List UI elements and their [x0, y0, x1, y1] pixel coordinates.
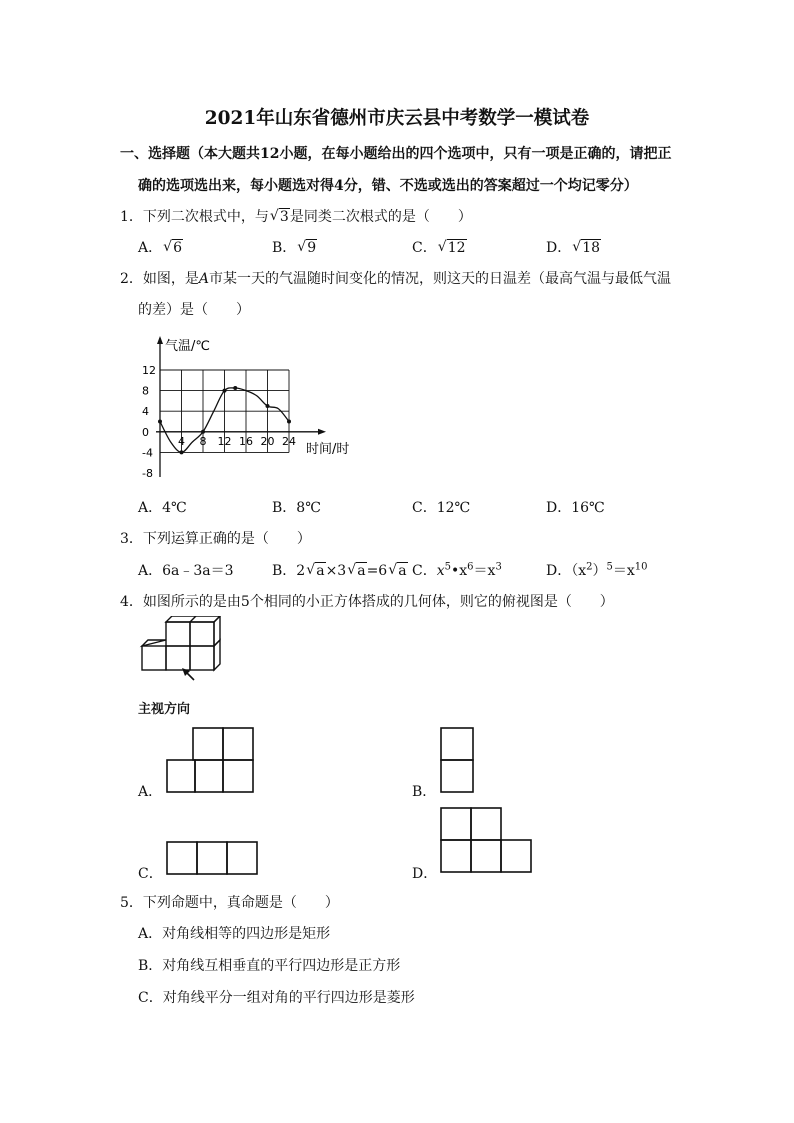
sqrt-symbol	[572, 238, 601, 258]
data-point	[287, 420, 291, 424]
y-tick-label: 0	[142, 425, 149, 439]
q1-option-c-radicand: 12	[447, 240, 466, 256]
q1-stem-prefix: 1．下列二次根式中，与	[120, 209, 269, 225]
q1-option-d-radicand: 18	[582, 240, 601, 256]
data-point	[223, 389, 227, 393]
q3-b-times: ×3	[325, 563, 347, 579]
q1-option-d-label: D．	[546, 240, 572, 256]
q2-stem-suffix: 市某一天的气温随时间变化的情况，则这天的日温差（最高气温与最低气温	[209, 271, 672, 287]
q4-option-c[interactable]: C．	[138, 866, 163, 882]
cube-face	[142, 646, 166, 670]
cube-top-face	[142, 640, 166, 646]
q2-stem-line2: 的差）是（ ）	[138, 302, 250, 318]
cube-face	[166, 646, 190, 670]
cube-solid-figure	[138, 616, 248, 696]
chart-ylabel: 气温/℃	[165, 339, 210, 354]
temperature-chart	[138, 332, 378, 492]
q3-option-d[interactable]	[546, 561, 648, 581]
x-tick-label: 4	[178, 434, 185, 448]
cube-face	[166, 622, 190, 646]
q3-b-rad2: a	[357, 563, 366, 579]
cube-face	[190, 622, 214, 646]
q3-option-a[interactable]: A．6a﹣3a＝3	[138, 563, 234, 579]
q3-stem: 3．下列运算正确的是（ ）	[120, 531, 311, 547]
q2-stem-line1	[120, 269, 671, 289]
data-point	[233, 386, 237, 390]
sqrt-symbol	[306, 561, 325, 581]
page-title: 2021年山东省德州市庆云县中考数学一模试卷	[204, 108, 590, 129]
data-point	[180, 450, 184, 454]
q3-b-eq: =6	[366, 563, 388, 579]
q4-option-b-figure	[439, 726, 479, 796]
q1-option-b-radicand: 9	[307, 240, 317, 256]
q1-radicand: 3	[279, 209, 289, 225]
q1-option-c[interactable]	[412, 238, 467, 258]
q1-option-d[interactable]	[546, 238, 601, 258]
q3-b-rad1: a	[316, 563, 325, 579]
q3-d-exp1: 2	[586, 561, 593, 573]
q2-stem-prefix: 2．如图，是	[120, 271, 199, 287]
q2-option-c[interactable]: C．12℃	[412, 500, 471, 516]
q1-option-a[interactable]	[138, 238, 183, 258]
y-tick-label: 12	[142, 364, 156, 377]
q1-stem-suffix: 是同类二次根式的是（ ）	[289, 209, 472, 225]
section-heading-line1: 一、选择题（本大题共12小题，在每小题给出的四个选项中，只有一项是正确的，请把正	[120, 146, 672, 162]
q3-c-exp1: 5	[444, 561, 451, 573]
sqrt-symbol	[438, 238, 467, 258]
q3-d-eq: ＝x	[612, 563, 635, 579]
cube-face	[190, 646, 214, 670]
data-point	[158, 420, 162, 424]
q5-option-a[interactable]: A．对角线相等的四边形是矩形	[138, 926, 331, 942]
x-tick-label: 8	[199, 434, 207, 448]
q3-b-coef1: 2	[296, 563, 306, 579]
q3-c-eq: ＝x	[473, 563, 496, 579]
x-tick-label: 12	[217, 434, 232, 448]
sqrt-symbol	[270, 207, 290, 227]
q2-option-d[interactable]: D．16℃	[546, 500, 605, 516]
data-point	[266, 404, 270, 408]
data-point	[201, 430, 205, 434]
q3-b-rad3: a	[398, 563, 407, 579]
x-tick-label: 20	[260, 434, 275, 448]
q3-option-b-label: B．	[272, 563, 297, 579]
q4-option-a[interactable]: A．	[138, 784, 163, 800]
section-heading-line2: 确的选项选出来，每小题选对得4分，错、不选或选出的答案超过一个均记零分）	[138, 178, 638, 194]
q3-d-exp2: 5	[606, 561, 613, 573]
q3-option-d-label: D．（x	[546, 563, 587, 579]
view-direction-label: 主视方向	[138, 702, 191, 717]
sqrt-symbol	[297, 238, 317, 258]
sqrt-symbol	[347, 561, 366, 581]
y-tick-label: -4	[142, 446, 153, 460]
cube-side-face	[214, 640, 220, 670]
chart-xlabel: 时间/时	[306, 442, 350, 457]
q3-d-exp3: 10	[634, 561, 648, 573]
q3-c-exp2: 6	[467, 561, 474, 573]
q4-option-d-figure	[439, 806, 539, 876]
q4-option-c-figure	[165, 840, 260, 878]
y-axis-arrow-icon	[157, 336, 163, 344]
x-tick-label: 24	[282, 434, 296, 448]
q4-option-d[interactable]: D．	[412, 866, 438, 882]
q4-option-b[interactable]: B．	[412, 784, 437, 800]
q1-option-c-label: C．	[412, 240, 437, 256]
y-tick-label: 8	[142, 384, 149, 398]
sqrt-symbol	[163, 238, 183, 258]
q5-stem: 5．下列命题中，真命题是（ ）	[120, 895, 339, 911]
q3-option-b[interactable]	[272, 561, 408, 581]
q1-stem	[120, 207, 472, 227]
q2-option-b[interactable]: B．8℃	[272, 500, 321, 516]
q3-d-close: ）	[592, 563, 607, 579]
q3-option-c-label: C．	[412, 563, 437, 579]
q5-option-b[interactable]: B．对角线互相垂直的平行四边形是正方形	[138, 958, 401, 974]
q3-c-x1: x	[436, 563, 445, 579]
q3-c-exp3: 3	[495, 561, 502, 573]
q1-option-b[interactable]	[272, 238, 317, 258]
q3-c-dot: •x	[451, 563, 468, 579]
y-tick-label: -8	[142, 467, 153, 480]
chart-ticks	[142, 364, 296, 480]
q3-option-c[interactable]	[412, 561, 502, 581]
y-tick-label: 4	[142, 405, 149, 419]
q4-option-a-figure	[165, 726, 260, 796]
sqrt-symbol	[388, 561, 407, 581]
q4-stem: 4．如图所示的是由5个相同的小正方体搭成的几何体，则它的俯视图是（ ）	[120, 594, 614, 610]
q1-option-a-radicand: 6	[173, 240, 183, 256]
q2-option-a[interactable]: A．4℃	[138, 500, 187, 516]
q2-city: A	[198, 271, 210, 287]
q1-option-b-label: B．	[272, 240, 297, 256]
x-axis-arrow-icon	[318, 429, 326, 435]
x-tick-label: 16	[239, 434, 253, 448]
q5-option-c[interactable]: C．对角线平分一组对角的平行四边形是菱形	[138, 990, 415, 1006]
q1-option-a-label: A．	[138, 240, 163, 256]
